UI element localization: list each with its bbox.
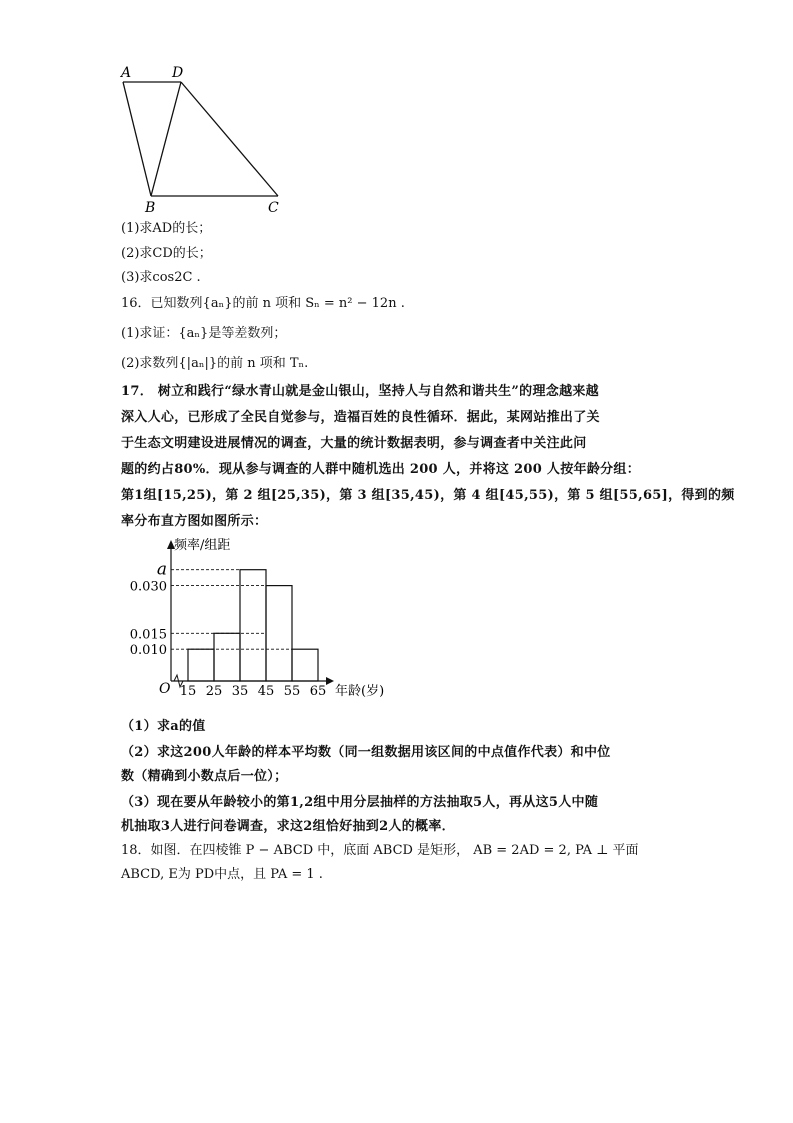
x-tick-label-4: 55 [283,684,301,699]
edge-dc [181,82,278,196]
x-tick-label-2: 35 [231,684,249,699]
vertex-label-a: A [121,65,132,81]
y-tick-label-0: 0.010 [129,643,167,659]
q17-line-1: 17． 树立和践行“绿水青山就是金山银山，坚持人与自然和谐共生”的理念越来越 [121,384,599,399]
q17-part2-line2: 数（精确到小数点后一位）； [121,769,288,784]
frequency-histogram [120,532,410,700]
x-axis-label: 年龄(岁) [335,684,385,699]
q17-part1: （1）求a的值 [121,719,206,734]
q17-line-3: 于生态文明建设进展情况的调查，大量的统计数据表明，参与调查者中关注此问 [121,436,587,451]
origin-label: O [159,681,171,697]
y-tick-label-2: 0.030 [129,579,167,595]
histogram-bar-5 [292,649,318,681]
vertex-label-c: C [268,200,279,216]
histogram-bar-2 [214,633,240,681]
q18-line1: 18．如图．在四棱锥 P − ABCD 中，底面 ABCD 是矩形， AB = 2AD = 2, PA ⊥ 平面 [121,843,639,858]
q17-line-2: 深入人心，已形成了全民自觉参与，造福百姓的良性循环．据此，某网站推出了关 [121,410,600,425]
histogram-bar-4 [266,586,292,681]
y-tick-label-3: a [156,559,167,580]
x-tick-label-1: 25 [205,684,223,699]
q15-part3: (3)求cos2C . [121,270,201,285]
q16-part2: (2)求数列{|aₙ|}的前 n 项和 Tₙ. [121,356,309,371]
histogram-bar-1 [188,649,214,681]
y-axis-label: 频率/组距 [174,538,231,553]
x-tick-label-0: 15 [179,684,197,699]
q17-part3-line1: （3）现在要从年龄较小的第1,2组中用分层抽样的方法抽取5人，再从这5人中随 [121,795,599,810]
edge-bd [151,82,181,196]
vertex-label-b: B [145,200,156,216]
q18-line2: ABCD, E为 PD中点，且 PA = 1 . [121,867,323,882]
q16-stem: 16．已知数列{aₙ}的前 n 项和 Sₙ = n² − 12n . [121,296,405,311]
vertex-label-d: D [172,65,184,81]
trapezoid-figure [110,62,300,218]
x-axis-arrow [326,677,334,685]
q17-part3-line2: 机抽取3人进行问卷调查，求这2组恰好抽到2人的概率． [121,819,455,834]
q17-part2-line1: （2）求这200人年龄的样本平均数（同一组数据用该区间的中点值作代表）和中位 [121,745,611,760]
q16-part1: (1)求证：{aₙ}是等差数列； [121,326,287,341]
q17-line-6: 率分布直方图如图所示： [121,514,268,529]
edge-ab [123,82,151,196]
q15-part2: (2)求CD的长； [121,246,212,261]
q17-line-5: 第1组[15,25)，第 2 组[25,35)，第 3 组[35,45)，第 4 组[45,55)，第 5 组[55,65]，得到的频 [121,488,735,503]
q17-line-4: 题的约占80%．现从参与调查的人群中随机选出 200 人，并将这 200 人按年龄分组： [121,462,641,477]
x-tick-label-5: 65 [309,684,327,699]
q15-part1: (1)求AD的长； [121,221,212,236]
x-tick-label-3: 45 [257,684,275,699]
y-tick-label-1: 0.015 [129,627,167,643]
histogram-bar-3 [240,570,266,681]
